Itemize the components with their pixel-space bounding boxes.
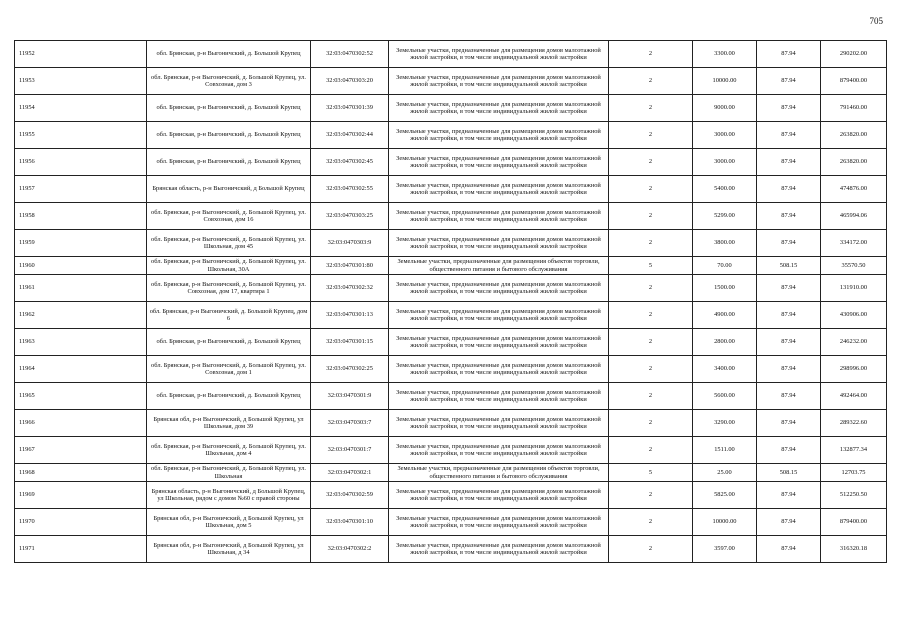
row-number: 11957 <box>15 176 147 203</box>
cadastral-number-cell: 32:03:0470301:80 <box>311 257 389 275</box>
area-cell: 3597.00 <box>693 536 757 563</box>
land-use-cell: Земельные участки, предназначенные для размещения домов малоэтажной жилой застройки, в том числе индивидуальной жилой застройки <box>389 383 609 410</box>
row-number: 11971 <box>15 536 147 563</box>
specific-value-cell: 87.94 <box>757 203 821 230</box>
cadastral-number-cell: 32:03:0470302:32 <box>311 275 389 302</box>
cadastral-value-cell: 12703.75 <box>821 464 887 482</box>
row-number: 11964 <box>15 356 147 383</box>
address-cell: обл. Брянская, р-н Выгоничский, д. Большой Крупец <box>147 329 311 356</box>
use-group-cell: 2 <box>609 482 693 509</box>
specific-value-cell: 87.94 <box>757 95 821 122</box>
table-row <box>15 536 887 563</box>
specific-value-cell: 87.94 <box>757 41 821 68</box>
address-cell: обл. Брянская, р-н Выгоничский, д. Большой Крупец, ул. Школьная <box>147 464 311 482</box>
cadastral-number-cell: 32:03:0470303:20 <box>311 68 389 95</box>
use-group-cell: 5 <box>609 257 693 275</box>
cadastral-number-cell: 32:03:0470303:7 <box>311 410 389 437</box>
specific-value-cell: 87.94 <box>757 230 821 257</box>
specific-value-cell: 87.94 <box>757 329 821 356</box>
land-use-cell: Земельные участки, предназначенные для размещения домов малоэтажной жилой застройки, в том числе индивидуальной жилой застройки <box>389 149 609 176</box>
cadastral-value-cell: 316320.18 <box>821 536 887 563</box>
specific-value-cell: 87.94 <box>757 275 821 302</box>
area-cell: 3000.00 <box>693 122 757 149</box>
table-row <box>15 329 887 356</box>
land-use-cell: Земельные участки, предназначенные для размещения домов малоэтажной жилой застройки, в том числе индивидуальной жилой застройки <box>389 482 609 509</box>
cadastral-number-cell: 32:03:0470302:52 <box>311 41 389 68</box>
row-number: 11970 <box>15 509 147 536</box>
use-group-cell: 2 <box>609 275 693 302</box>
address-cell: Брянская область, р-н Выгоничский, д Большой Крупец <box>147 176 311 203</box>
address-cell: обл. Брянская, р-н Выгоничский, д. Большой Крупец, ул. Школьная, дом 4 <box>147 437 311 464</box>
row-number: 11969 <box>15 482 147 509</box>
address-cell: обл. Брянская, р-н Выгоничский, д. Большой Крупец <box>147 41 311 68</box>
address-cell: Брянская обл, р-н Выгоничский, д Большой Крупец, ул Школьная, д 34 <box>147 536 311 563</box>
land-use-cell: Земельные участки, предназначенные для размещения домов малоэтажной жилой застройки, в том числе индивидуальной жилой застройки <box>389 95 609 122</box>
cadastral-value-cell: 263820.00 <box>821 149 887 176</box>
cadastral-value-cell: 334172.00 <box>821 230 887 257</box>
use-group-cell: 2 <box>609 536 693 563</box>
cadastral-value-cell: 290202.00 <box>821 41 887 68</box>
page-number: 705 <box>869 16 883 26</box>
row-number: 11965 <box>15 383 147 410</box>
row-number: 11956 <box>15 149 147 176</box>
use-group-cell: 2 <box>609 509 693 536</box>
cadastral-number-cell: 32:03:0470302:1 <box>311 464 389 482</box>
row-number: 11960 <box>15 257 147 275</box>
cadastral-number-cell: 32:03:0470302:44 <box>311 122 389 149</box>
address-cell: обл. Брянская, р-н Выгоничский, д. Большой Крупец <box>147 122 311 149</box>
address-cell: обл. Брянская, р-н Выгоничский, д. Большой Крупец, ул. Школьная, дом 45 <box>147 230 311 257</box>
specific-value-cell: 87.94 <box>757 482 821 509</box>
cadastral-number-cell: 32:03:0470302:25 <box>311 356 389 383</box>
table-row <box>15 122 887 149</box>
cadastral-value-cell: 430906.00 <box>821 302 887 329</box>
area-cell: 2800.00 <box>693 329 757 356</box>
row-number: 11959 <box>15 230 147 257</box>
row-number: 11968 <box>15 464 147 482</box>
cadastral-value-table <box>14 40 887 563</box>
address-cell: обл. Брянская, р-н Выгоничский, д. Большой Крупец, ул. Совхозная, дом 16 <box>147 203 311 230</box>
address-cell: обл. Брянская, р-н Выгоничский, д. Большой Крупец <box>147 95 311 122</box>
specific-value-cell: 87.94 <box>757 68 821 95</box>
area-cell: 10000.00 <box>693 509 757 536</box>
cadastral-number-cell: 32:03:0470302:2 <box>311 536 389 563</box>
use-group-cell: 2 <box>609 437 693 464</box>
specific-value-cell: 87.94 <box>757 302 821 329</box>
land-use-cell: Земельные участки, предназначенные для размещения домов малоэтажной жилой застройки, в том числе индивидуальной жилой застройки <box>389 302 609 329</box>
address-cell: Брянская обл, р-н Выгоничский, д Большой Крупец, ул Школьная, дом 5 <box>147 509 311 536</box>
use-group-cell: 2 <box>609 149 693 176</box>
row-number: 11963 <box>15 329 147 356</box>
land-use-cell: Земельные участки, предназначенные для размещения домов малоэтажной жилой застройки, в том числе индивидуальной жилой застройки <box>389 410 609 437</box>
table-row <box>15 203 887 230</box>
address-cell: обл. Брянская, р-н Выгоничский, д. Большой Крупец, ул. Совхозная, дом 3 <box>147 68 311 95</box>
specific-value-cell: 87.94 <box>757 509 821 536</box>
row-number: 11952 <box>15 41 147 68</box>
address-cell: обл. Брянская, р-н Выгоничский, д. Большой Крупец, дом 6 <box>147 302 311 329</box>
area-cell: 10000.00 <box>693 68 757 95</box>
area-cell: 3400.00 <box>693 356 757 383</box>
cadastral-number-cell: 32:03:0470303:25 <box>311 203 389 230</box>
cadastral-value-cell: 289322.60 <box>821 410 887 437</box>
use-group-cell: 2 <box>609 122 693 149</box>
cadastral-value-cell: 246232.00 <box>821 329 887 356</box>
row-number: 11954 <box>15 95 147 122</box>
use-group-cell: 2 <box>609 383 693 410</box>
cadastral-value-cell: 879400.00 <box>821 509 887 536</box>
land-use-cell: Земельные участки, предназначенные для размещения объектов торговли, общественного питания и бытового обслуживания <box>389 257 609 275</box>
table-row <box>15 149 887 176</box>
address-cell: обл. Брянская, р-н Выгоничский, д. Большой Крупец <box>147 149 311 176</box>
table-row <box>15 482 887 509</box>
land-use-cell: Земельные участки, предназначенные для размещения домов малоэтажной жилой застройки, в том числе индивидуальной жилой застройки <box>389 176 609 203</box>
area-cell: 5600.00 <box>693 383 757 410</box>
area-cell: 1500.00 <box>693 275 757 302</box>
row-number: 11966 <box>15 410 147 437</box>
land-use-cell: Земельные участки, предназначенные для размещения домов малоэтажной жилой застройки, в том числе индивидуальной жилой застройки <box>389 41 609 68</box>
use-group-cell: 2 <box>609 95 693 122</box>
table-row <box>15 437 887 464</box>
area-cell: 5825.00 <box>693 482 757 509</box>
area-cell: 9000.00 <box>693 95 757 122</box>
land-use-cell: Земельные участки, предназначенные для размещения домов малоэтажной жилой застройки, в том числе индивидуальной жилой застройки <box>389 275 609 302</box>
area-cell: 70.00 <box>693 257 757 275</box>
use-group-cell: 2 <box>609 356 693 383</box>
land-use-cell: Земельные участки, предназначенные для размещения домов малоэтажной жилой застройки, в том числе индивидуальной жилой застройки <box>389 122 609 149</box>
area-cell: 3300.00 <box>693 41 757 68</box>
cadastral-value-cell: 298996.00 <box>821 356 887 383</box>
use-group-cell: 2 <box>609 329 693 356</box>
land-use-cell: Земельные участки, предназначенные для размещения домов малоэтажной жилой застройки, в том числе индивидуальной жилой застройки <box>389 230 609 257</box>
specific-value-cell: 87.94 <box>757 176 821 203</box>
area-cell: 5400.00 <box>693 176 757 203</box>
cadastral-number-cell: 32:03:0470301:10 <box>311 509 389 536</box>
land-use-cell: Земельные участки, предназначенные для размещения домов малоэтажной жилой застройки, в том числе индивидуальной жилой застройки <box>389 356 609 383</box>
cadastral-value-cell: 512250.50 <box>821 482 887 509</box>
specific-value-cell: 87.94 <box>757 149 821 176</box>
specific-value-cell: 87.94 <box>757 383 821 410</box>
area-cell: 5299.00 <box>693 203 757 230</box>
table-row <box>15 257 887 275</box>
table-row <box>15 464 887 482</box>
cadastral-value-cell: 132877.34 <box>821 437 887 464</box>
row-number: 11962 <box>15 302 147 329</box>
land-use-cell: Земельные участки, предназначенные для размещения домов малоэтажной жилой застройки, в том числе индивидуальной жилой застройки <box>389 329 609 356</box>
table-row <box>15 176 887 203</box>
area-cell: 3000.00 <box>693 149 757 176</box>
table-row <box>15 275 887 302</box>
cadastral-number-cell: 32:03:0470303:9 <box>311 230 389 257</box>
land-use-cell: Земельные участки, предназначенные для размещения домов малоэтажной жилой застройки, в том числе индивидуальной жилой застройки <box>389 68 609 95</box>
table-row <box>15 230 887 257</box>
area-cell: 3800.00 <box>693 230 757 257</box>
specific-value-cell: 87.94 <box>757 536 821 563</box>
use-group-cell: 2 <box>609 68 693 95</box>
specific-value-cell: 508.15 <box>757 464 821 482</box>
cadastral-value-cell: 263820.00 <box>821 122 887 149</box>
table-row <box>15 509 887 536</box>
specific-value-cell: 87.94 <box>757 356 821 383</box>
row-number: 11958 <box>15 203 147 230</box>
cadastral-value-cell: 35570.50 <box>821 257 887 275</box>
land-use-cell: Земельные участки, предназначенные для размещения домов малоэтажной жилой застройки, в том числе индивидуальной жилой застройки <box>389 203 609 230</box>
cadastral-number-cell: 32:03:0470301:13 <box>311 302 389 329</box>
address-cell: обл. Брянская, р-н Выгоничский, д. Большой Крупец <box>147 383 311 410</box>
cadastral-number-cell: 32:03:0470302:45 <box>311 149 389 176</box>
land-use-cell: Земельные участки, предназначенные для размещения домов малоэтажной жилой застройки, в том числе индивидуальной жилой застройки <box>389 536 609 563</box>
cadastral-number-cell: 32:03:0470302:59 <box>311 482 389 509</box>
address-cell: обл. Брянская, р-н Выгоничский, д. Большой Крупец, ул. Совхозная, дом 1 <box>147 356 311 383</box>
specific-value-cell: 508.15 <box>757 257 821 275</box>
cadastral-value-cell: 492464.00 <box>821 383 887 410</box>
cadastral-value-cell: 879400.00 <box>821 68 887 95</box>
cadastral-value-cell: 474876.00 <box>821 176 887 203</box>
cadastral-value-cell: 465994.06 <box>821 203 887 230</box>
row-number: 11955 <box>15 122 147 149</box>
use-group-cell: 2 <box>609 203 693 230</box>
table-row <box>15 383 887 410</box>
address-cell: Брянская область, р-н Выгоничский, д Большой Крупец, ул Школьная, рядом с домом №60 с правой стороны <box>147 482 311 509</box>
cadastral-value-cell: 131910.00 <box>821 275 887 302</box>
cadastral-number-cell: 32:03:0470301:9 <box>311 383 389 410</box>
use-group-cell: 5 <box>609 464 693 482</box>
specific-value-cell: 87.94 <box>757 122 821 149</box>
table-row <box>15 410 887 437</box>
table-row <box>15 302 887 329</box>
land-use-cell: Земельные участки, предназначенные для размещения домов малоэтажной жилой застройки, в том числе индивидуальной жилой застройки <box>389 437 609 464</box>
cadastral-number-cell: 32:03:0470301:39 <box>311 95 389 122</box>
table-row <box>15 95 887 122</box>
table-row <box>15 68 887 95</box>
row-number: 11953 <box>15 68 147 95</box>
land-use-cell: Земельные участки, предназначенные для размещения объектов торговли, общественного питания и бытового обслуживания <box>389 464 609 482</box>
area-cell: 3290.00 <box>693 410 757 437</box>
row-number: 11961 <box>15 275 147 302</box>
use-group-cell: 2 <box>609 410 693 437</box>
use-group-cell: 2 <box>609 302 693 329</box>
table-body <box>15 41 887 563</box>
use-group-cell: 2 <box>609 176 693 203</box>
area-cell: 25.00 <box>693 464 757 482</box>
specific-value-cell: 87.94 <box>757 437 821 464</box>
use-group-cell: 2 <box>609 41 693 68</box>
table-row <box>15 356 887 383</box>
address-cell: Брянская обл, р-н Выгоничский, д Большой Крупец, ул Школьная, дом 39 <box>147 410 311 437</box>
cadastral-number-cell: 32:03:0470301:7 <box>311 437 389 464</box>
table-row <box>15 41 887 68</box>
area-cell: 4900.00 <box>693 302 757 329</box>
address-cell: обл. Брянская, р-н Выгоничский, д. Большой Крупец, ул. Школьная, 30А <box>147 257 311 275</box>
use-group-cell: 2 <box>609 230 693 257</box>
area-cell: 1511.00 <box>693 437 757 464</box>
land-use-cell: Земельные участки, предназначенные для размещения домов малоэтажной жилой застройки, в том числе индивидуальной жилой застройки <box>389 509 609 536</box>
cadastral-number-cell: 32:03:0470302:55 <box>311 176 389 203</box>
cadastral-value-cell: 791460.00 <box>821 95 887 122</box>
address-cell: обл. Брянская, р-н Выгоничский, д. Большой Крупец, ул. Совхозная, дом 17, квартира 1 <box>147 275 311 302</box>
cadastral-number-cell: 32:03:0470301:15 <box>311 329 389 356</box>
row-number: 11967 <box>15 437 147 464</box>
specific-value-cell: 87.94 <box>757 410 821 437</box>
